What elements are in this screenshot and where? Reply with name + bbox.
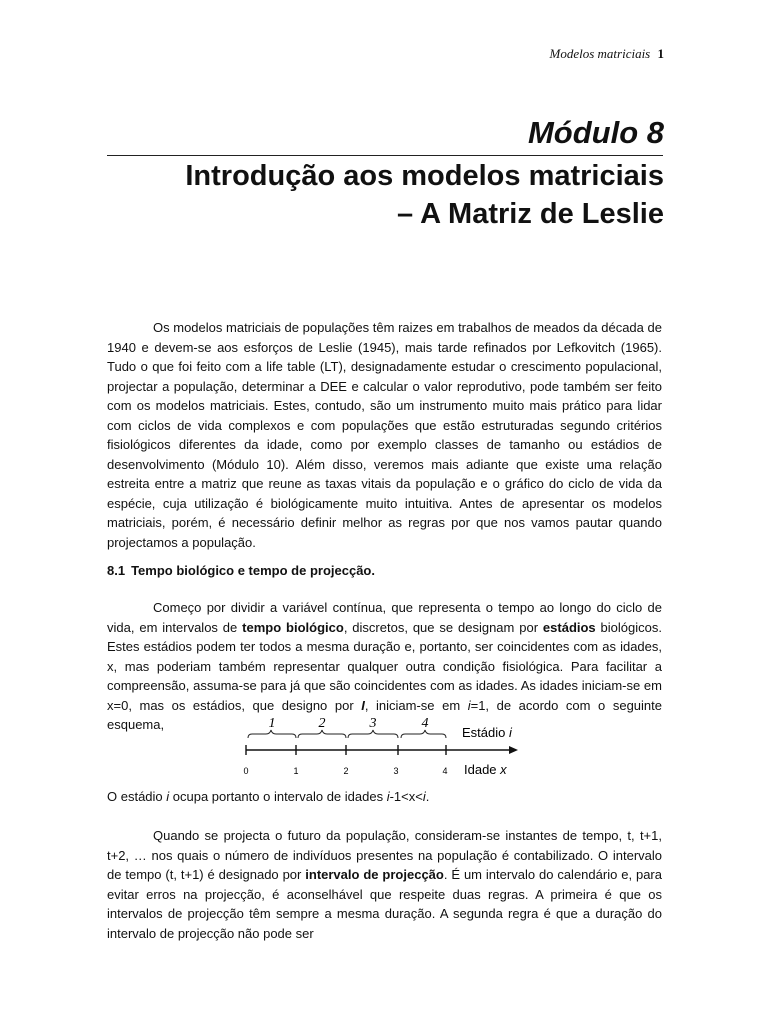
text-run: , discretos, que se designam por — [343, 619, 543, 635]
module-title-line-1: Introdução aos modelos matriciais — [185, 160, 664, 192]
stage-brace-1 — [248, 730, 296, 738]
axis-arrowhead — [509, 746, 518, 754]
section-heading — [107, 562, 375, 580]
stage-brace-3 — [348, 730, 398, 738]
stage-axis-label: Estádio i — [462, 725, 512, 740]
stage-labels — [269, 716, 429, 731]
text-run: -1<x< — [389, 789, 423, 804]
text-run: Começo por dividir a variável contínua, que representa o tempo ao longo do ciclo de vida, em intervalos de — [107, 600, 662, 635]
paragraph-projection-interval — [107, 826, 662, 943]
stage-brace-2 — [298, 730, 346, 738]
module-title — [104, 157, 664, 233]
title-divider — [107, 155, 663, 156]
stage-braces — [248, 730, 446, 738]
age-label-4: 4 — [442, 766, 448, 776]
stage-symbol: i — [166, 789, 170, 804]
stage-label-4: 4 — [421, 716, 429, 731]
stage-age-diagram — [230, 710, 520, 780]
text-run: Quando se projecta o futuro da população, consideram-se instantes de tempo, t, t+1, t+2, … nos quais o número de indivíduos presentes na população é contabilizado. O intervalo de tempo (t, t+1) é designado por — [107, 828, 662, 882]
intro-paragraph: Os modelos matriciais de populações têm raizes em trabalhos de meados da década de 1940 e devem-se aos esforços de Leslie (1945), mais tarde refinados por Lefkovitch (1965). Tudo o que foi feito com a life table (LT), designadamente estudar o crescimento populacional, projectar a população, determinar a DEE e calcular o valor reprodutivo, pode também ser feito com os modelos matriciais. Estes, contudo, são um instrumento muito mais prático para lidar com ciclos de vida complexos e com populações que estão estruturadas segundo critérios fisiológicos diferentes da idade, como por exemplo classes de tamanho ou estádios de desenvolvimento (Módulo 10). Além disso, veremos mais adiante que existe uma relação estreita entre a matriz que reune as taxas vitais da população e o gráfico do ciclo de vida da espécie, cuja utilização é biológicamente muito intuitiva. Antes de apresentar os modelos matriciais, porém, é necessário definir melhor as regras por que nos vamos pautar quando projectamos a população. — [107, 320, 662, 550]
section-number: 8.1 — [107, 563, 126, 578]
running-title: Modelos matriciais — [549, 46, 651, 61]
text-run: biológicos. Estes estádios podem ter todos a mesma duração e, portanto, ser coincidentes com as idades, x, mas poderiam também representar qualquer outra condição fisiológica. Para facilitar a compreensão, assuma-se para já que são coincidentes com as idades. As idades iniciam-se em x=0, mas os estádios, que designo por — [107, 619, 662, 713]
stage-symbol: i — [422, 789, 426, 804]
stage-brace-4 — [401, 730, 446, 738]
text-run: O estádio — [107, 789, 167, 804]
stage-label-1: 1 — [268, 716, 276, 731]
running-header — [550, 46, 665, 62]
term-intervalo-de-projeccao: intervalo de projecção — [305, 867, 444, 882]
text-run: . — [425, 789, 430, 804]
age-label-1: 1 — [293, 766, 299, 776]
age-label-3: 3 — [393, 766, 399, 776]
stage-symbol: i — [386, 789, 390, 804]
age-label-2: 2 — [343, 766, 349, 776]
text-run: =1, de acordo com o seguinte esquema, — [107, 697, 663, 732]
stage-label-3: 3 — [369, 716, 377, 731]
stage-symbol: I — [361, 697, 365, 713]
age-labels — [243, 766, 447, 776]
stage-label-2: 2 — [318, 716, 326, 731]
page-number: 1 — [657, 46, 664, 61]
module-number: Módulo 8 — [527, 115, 664, 150]
age-label-0: 0 — [243, 766, 249, 776]
module-title-line-2: – A Matriz de Leslie — [397, 198, 664, 230]
term-tempo-biologico: tempo biológico — [242, 619, 344, 635]
stage-symbol: i — [467, 697, 471, 713]
paragraph-stage-interval — [107, 787, 662, 807]
text-run: . É um intervalo do calendário e, para evitar erros na projecção, é aconselhável que respeite duas regras. A primeira é que os intervalos de projecção têm sempre a mesma duração. A segunda regra é que a duração do intervalo de projecção não pode ser — [107, 867, 662, 941]
term-estadios: estádios — [542, 619, 596, 635]
text-run: , iniciam-se em — [364, 697, 468, 713]
section-title: Tempo biológico e tempo de projecção. — [131, 563, 375, 578]
text-run: ocupa portanto o intervalo de idades — [169, 789, 387, 804]
age-axis-label: Idade x — [464, 762, 507, 777]
